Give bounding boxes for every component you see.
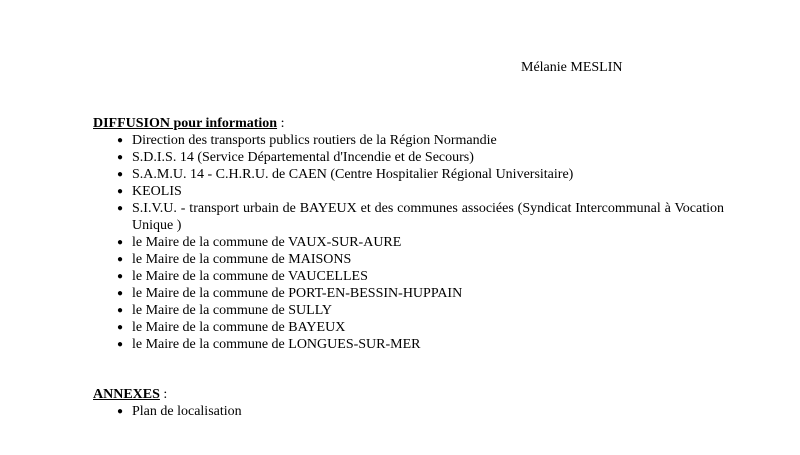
list-item bbox=[116, 200, 724, 234]
annexes-title: ANNEXES bbox=[93, 387, 160, 402]
bullet-icon: ● bbox=[116, 203, 124, 214]
diffusion-title: DIFFUSION pour information bbox=[93, 116, 278, 131]
list-item bbox=[116, 302, 724, 319]
list-item-text: S.D.I.S. 14 (Service Départemental d'Incendie et de Secours) bbox=[132, 150, 474, 165]
list-item-text: le Maire de la commune de BAYEUX bbox=[132, 320, 346, 335]
signatory-name: Mélanie MESLIN bbox=[521, 60, 623, 75]
list-item bbox=[116, 251, 724, 268]
bullet-icon: ● bbox=[116, 406, 124, 417]
list-item bbox=[116, 403, 724, 420]
list-item bbox=[116, 132, 724, 149]
annexes-heading bbox=[93, 386, 724, 403]
list-item bbox=[116, 319, 724, 336]
list-item bbox=[116, 336, 724, 353]
list-item-text: le Maire de la commune de SULLY bbox=[132, 303, 332, 318]
bullet-icon: ● bbox=[116, 169, 124, 180]
list-item bbox=[116, 149, 724, 166]
diffusion-colon: : bbox=[277, 116, 285, 131]
bullet-icon: ● bbox=[116, 152, 124, 163]
bullet-icon: ● bbox=[116, 135, 124, 146]
list-item-text: le Maire de la commune de VAUX-SUR-AURE bbox=[132, 235, 402, 250]
bullet-icon: ● bbox=[116, 339, 124, 350]
bullet-icon: ● bbox=[116, 305, 124, 316]
list-item-text: le Maire de la commune de MAISONS bbox=[132, 252, 352, 267]
list-item-text: KEOLIS bbox=[132, 184, 182, 199]
list-item-text: S.I.V.U. - transport urbain de BAYEUX et des communes associées (Syndicat Intercommunal à Vocation Unique ) bbox=[132, 201, 724, 233]
bullet-icon: ● bbox=[116, 186, 124, 197]
list-item-text: Plan de localisation bbox=[132, 404, 242, 419]
annexes-list bbox=[93, 403, 724, 420]
list-item-text: Direction des transports publics routiers de la Région Normandie bbox=[132, 133, 497, 148]
bullet-icon: ● bbox=[116, 237, 124, 248]
list-item-text: le Maire de la commune de LONGUES-SUR-MER bbox=[132, 337, 421, 352]
bullet-icon: ● bbox=[116, 271, 124, 282]
list-item bbox=[116, 285, 724, 302]
list-item bbox=[116, 183, 724, 200]
annexes-colon: : bbox=[159, 387, 168, 402]
diffusion-list bbox=[93, 132, 724, 353]
bullet-icon: ● bbox=[116, 254, 124, 265]
list-item bbox=[116, 268, 724, 285]
list-item bbox=[116, 166, 724, 183]
diffusion-section bbox=[93, 115, 724, 353]
bullet-icon: ● bbox=[116, 288, 124, 299]
list-item-text: S.A.M.U. 14 - C.H.R.U. de CAEN (Centre Hospitalier Régional Universitaire) bbox=[132, 167, 574, 182]
diffusion-heading bbox=[93, 115, 724, 132]
bullet-icon: ● bbox=[116, 322, 124, 333]
list-item bbox=[116, 234, 724, 251]
list-item-text: le Maire de la commune de PORT-EN-BESSIN-HUPPAIN bbox=[132, 286, 463, 301]
list-item-text: le Maire de la commune de VAUCELLES bbox=[132, 269, 368, 284]
annexes-section bbox=[93, 386, 724, 420]
